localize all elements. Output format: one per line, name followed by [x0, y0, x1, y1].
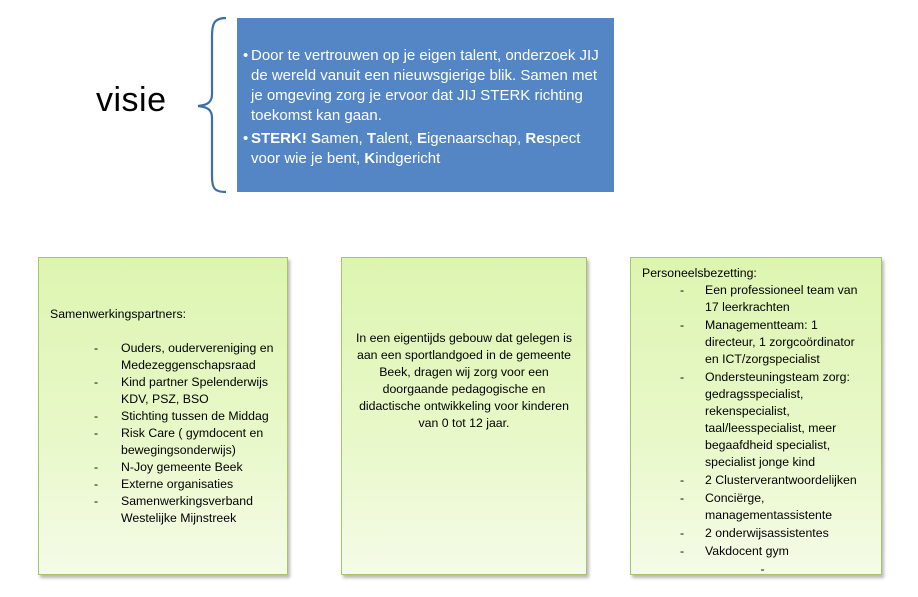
- list-item: - Externe organisaties: [50, 476, 277, 493]
- sterk-acronym: [243, 129, 604, 169]
- list-item: - Stichting tussen de Middag: [50, 408, 277, 425]
- curly-brace: [192, 16, 232, 196]
- mission-card: [341, 257, 587, 575]
- sterk-initial: T: [366, 130, 377, 147]
- list-item: - Ouders, oudervereniging en Medezeggenschapsraad: [50, 340, 277, 374]
- sterk-initial: Re: [525, 130, 545, 147]
- list-item: - N-Joy gemeente Beek: [50, 459, 277, 476]
- list-item: - Managementteam: 1 directeur, 1 zorgcoördinator en ICT/zorgspecialist: [642, 317, 871, 368]
- sterk-rest: amen,: [321, 130, 367, 147]
- sterk-rest: spect voor wie je bent,: [251, 130, 581, 167]
- list-item: - Vakdocent gym: [642, 543, 871, 560]
- list-item: - Risk Care ( gymdocent en bewegingsonderwijs): [50, 425, 277, 459]
- staff-list: [642, 282, 871, 560]
- sterk-rest: indgericht: [375, 150, 441, 167]
- mission-text: In een eigentijds gebouw dat gelegen is aan een sportlandgoed in de gemeente Beek, dragen wij zorg voor een doorgaande pedagogische en didactische ontwikkeling voor kinderen van 0 tot 12 jaar.: [355, 331, 573, 430]
- sterk-lead: STERK!: [251, 130, 307, 147]
- vision-statement-text: Door te vertrouwen op je eigen talent, onderzoek JIJ de wereld vanuit een nieuwsgierige blik. Samen met je omgeving zorg je ervoor dat JIJ STERK richting toekomst kan gaan.: [251, 47, 599, 124]
- trailing-dash: -: [760, 562, 765, 576]
- list-item: - Conciërge, managementassistente: [642, 490, 871, 524]
- vision-box: [237, 18, 614, 192]
- staff-card: [630, 257, 882, 575]
- list-item: - 2 onderwijsassistentes: [642, 525, 871, 542]
- partners-list: [50, 340, 277, 527]
- sterk-initial: E: [416, 130, 427, 147]
- sterk-rest: alent,: [376, 130, 417, 147]
- list-item: - Een professioneel team van 17 leerkrachten: [642, 282, 871, 316]
- visie-label: visie: [96, 81, 167, 119]
- list-item: - Samenwerkingsverband Westelijke Mijnstreek: [50, 493, 277, 527]
- partners-title: Samenwerkingspartners:: [50, 307, 187, 321]
- sterk-initial: K: [364, 150, 376, 167]
- sterk-initial: S: [311, 130, 322, 147]
- partners-card: [38, 257, 288, 575]
- list-item: - 2 Clusterverantwoordelijken: [642, 472, 871, 489]
- sterk-rest: igenaarschap,: [426, 130, 526, 147]
- list-item: - Ondersteuningsteam zorg: gedragsspecialist, rekenspecialist, taal/leesspecialist, meer begaafdheid specialist, specialist jonge kind: [642, 369, 871, 471]
- list-item: - Kind partner Spelenderwijs KDV, PSZ, BSO: [50, 374, 277, 408]
- staff-title: Personeelsbezetting:: [642, 266, 757, 280]
- curly-brace-path: [198, 18, 226, 192]
- vision-statement: [243, 46, 604, 126]
